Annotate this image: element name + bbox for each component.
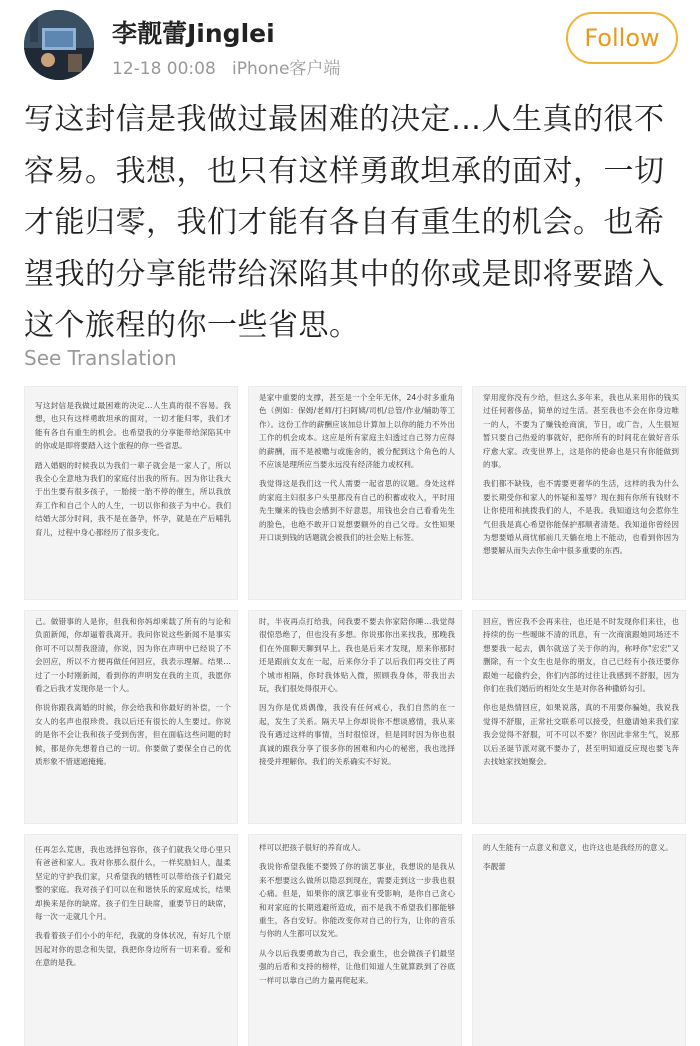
post-timestamp: 12-18 00:08 (112, 59, 216, 79)
image-thumbnail-3[interactable] (472, 386, 686, 600)
image-thumbnail-1[interactable] (24, 386, 238, 600)
image-thumbnail-8[interactable] (248, 834, 462, 1046)
image-7-paragraph: 任再怎么荒唐，我也选择包容你，孩子们就我父母心里只有爸爸和家人。我对你那么很什么，一样奖励妇人，温柔坚定的守护我们家，只希望我的牺牲可以带给孩子们最完整的家庭。我对孩子们可以在和谐快乐的家庭成长，结果却换来是你的缺席。孩子们生日缺席，重要节日的缺席，每一次一走就几个月。 (35, 845, 231, 922)
image-2-paragraph: 是家中重要的支撑，甚至是一个全年无休，24小时多重角色（例如：保姆/老师/打扫阿姨/司机/总管/作业/辅助等工作）。这份工作的薪酬应该加总计算加上以你的能力不外出工作的机会成本。这应是所有家庭主妇透过自己努力应得的薪酬，而不是被赡与或施舍的，被分配到这个角色的人不应该是理所应当要永远没有经济能力或权利。 (259, 393, 455, 470)
image-5-text (259, 615, 455, 774)
image-6-paragraph: 回应，皆应我不会再来往，也还是不时发现你们来往，也持续的伤一些暧昧不清的讯息，有一次商演跟她同场还不想要我一起去，偶尔就送了关于你的沟，称呼你"宏宏"又删除，有一个女生也是你的朋友，自己已经有小孩还要你跟她一起偷约会，你们内部的过往让我感到不舒服，因为你们在我们婚后的相处女生是对你各种撒娇勾引。 (483, 617, 679, 694)
image-8-paragraph: 样可以把孩子很好的养育成人。 (259, 843, 366, 852)
image-thumbnail-5[interactable] (248, 610, 462, 824)
username[interactable]: 李靓蕾Jinglei (112, 19, 275, 48)
image-4-paragraph: 你说你跟我离婚的时候，你会给我和你最好的补偿，一个女人的名声也很珍贵。我以后还有很长的人生要过。你说的是你不会让我和孩子受到伤害，但在面临这些问题的时候，都是你先想着自己的一切。你要做了要保全自己的优质形象不惜遮遮掩掩。 (35, 703, 231, 767)
post-meta (112, 54, 340, 79)
image-3-paragraph: 我们都不缺钱，也不需要更奢华的生活，这样的我为什么要长期受你和家人的怀疑和羞辱？现在拥有你所有钱财不让你使用和挑拨我们的人，不是我。我知道这句会惹你生气但我是真心希望你能保护那顺者清楚。我知道你曾经因为想要婚从商忧郁前几天躺在地上不能动，也看到你因为想要解从而失去你生命中很多重要的东西。 (483, 479, 679, 556)
image-grid (24, 386, 686, 1046)
image-3-paragraph: 穿用度你没有少给，但这么多年来，我也从来用你的钱买过任何奢侈品，简单的过生活。甚至我也不会在你身边唯一的人，不要为了赚钱抢商演，节日，或广告，人生很短暂只要自己热爱的事就好，把你所有的时间花在做好音乐疗愈大家。改变世界上，这是你的使命也是只有你能做到的事。 (483, 393, 679, 470)
image-thumbnail-2[interactable] (248, 386, 462, 600)
follow-button[interactable]: Follow (566, 12, 678, 64)
image-8-paragraph: 我说你希望我能不要毁了你的演艺事业，我想说的是我从来不想要这么做所以隐忍到现在，需要走到这一步我也很心痛。但是，如果你的演艺事业有受影响，是你自己贪心和对家庭的长期逃避所造成，而不是我不希望我们都能够重生，各自安好。你能改变你对自己的行为，让你的音乐与你的人生都可以发光。 (259, 862, 455, 939)
image-5-paragraph: 因为你是优质偶像，我没有任何戒心，我们自然的在一起，发生了关系。隔天早上你却说你不想谈感情，我从来没有遇过这样的事情，当时很惊讶，但是同时因为你也很真诚的跟我分享了很多你的困难和内心的秘密，我也选择接受并理解你。我们的关系确实不好说。 (259, 703, 455, 767)
image-thumbnail-9[interactable] (472, 834, 686, 1046)
image-thumbnail-4[interactable] (24, 610, 238, 824)
post-header (0, 0, 700, 90)
image-3-text (483, 391, 679, 564)
image-thumbnail-7[interactable] (24, 834, 238, 1046)
image-7-paragraph: 我看着孩子们小小的年纪，我就的身体状况，有好几个原因起对你的思念和失望，我把你身边所有一切来看。爱和在意的是我。 (35, 931, 231, 968)
image-8-text (259, 841, 455, 993)
post-body: 写这封信是我做过最困难的决定…人生真的很不容易。我想，也只有这样勇敢坦承的面对，一切才能归零，我们才能有各自有重生的机会。也希望我的分享能带给深陷其中的你或是即将要踏入这个旅程的你一些省思。 (24, 102, 665, 343)
image-9-paragraph: 的人生能有一点意义和意义，也许这也是我经历的意义。 (483, 843, 673, 852)
image-7-text (35, 843, 231, 976)
image-9-paragraph: 李靓蕾 (483, 862, 506, 872)
image-4-text (35, 615, 231, 774)
image-6-text (483, 615, 679, 774)
post-source: iPhone客户端 (232, 59, 341, 79)
image-1-text (35, 399, 231, 545)
user-avatar[interactable] (24, 10, 94, 80)
image-8-paragraph: 从今以后我要勇敢为自己，我会重生，也会做孩子们最坚强的后盾和支持的榜样，让他们知道人生就算跌到了谷底一样可以靠自己的力量再爬起来。 (259, 948, 455, 985)
image-1-paragraph: 写这封信是我做过最困难的决定…人生真的很不容易。我想，也只有这样勇敢坦承的面对，一切才能归零，我们才能有各自有重生的机会。也希望我的分享能带给深陷其中的你或是即将要踏入这个旅程的你一些省思。 (35, 401, 231, 451)
image-4-paragraph: 己。做错事的人是你，但我和你妈却乘载了所有的与论和负面新闻，你却逼着我离开。我问你说这些新闻不是事实你可不可以帮我澄清，你说，因为你在声明中已经说了不会回应，所以不方便再做任何回应，我表示理解。结果…过了一小时刚新闻，看到你的声明发在我的主页，我愿你看之后我才发现你是一个人。 (35, 617, 231, 694)
see-translation-link[interactable]: See Translation (24, 346, 177, 370)
image-5-paragraph: 时，半夜再点打给我，问我要不要去你家陪你睡…我觉得很惊恐绝了，但也没有多想。你说那你出来找我，那晚我们在外面聊天聊到早上。我也是后来才发现，原来你那时还是跟前女友在一起，后来你分手了以后我们再交往了两个城市相隔，你时我体贴入微，照顾我身体，带我出去玩，我们很处得很开心。 (259, 617, 455, 694)
image-2-paragraph: 我觉得这是我们这一代人需要一起省思的议题。身处这样的家庭主妇很多户头里都没有自己的积蓄或收入，平时用先生赚来的钱也会感到不好意思，用钱也会自己看看先生的脸色，也绝不敢开口说想要额外的自己父母。女性知果开口谈到钱的话题就会被我们的社会贴上标签。 (259, 479, 455, 543)
image-2-text (259, 391, 455, 550)
image-9-text (483, 841, 679, 880)
image-1-paragraph: 踏入婚姻的时候我以为我们一辈子就会是一家人了，所以我全心全意地为我们的家庭付出我的所有。因为你让我大于出生要有很多孩子，一胎接一胎不停的催生，所以我放弃工作和自己个人的人生，一切以你和孩子为中心。我们结婚大部分时间，我不是在备孕，怀孕，就是在产后哺乳育儿，过程中身心都经历了很多变化。 (35, 460, 231, 537)
image-thumbnail-6[interactable] (472, 610, 686, 824)
image-6-paragraph: 你也是热情回应，如果说落，真的不用要你骗她，我说我觉得不舒服，正常社交联系可以接受，但邀请她来我们家我会觉得不舒服，可不可以不要？你因此非常生气，说那以后圣诞节派对就不要办了，甚至明知道反应现也要飞奔去找她家找她聚会。 (483, 703, 679, 767)
avatar-image-icon (24, 10, 94, 80)
